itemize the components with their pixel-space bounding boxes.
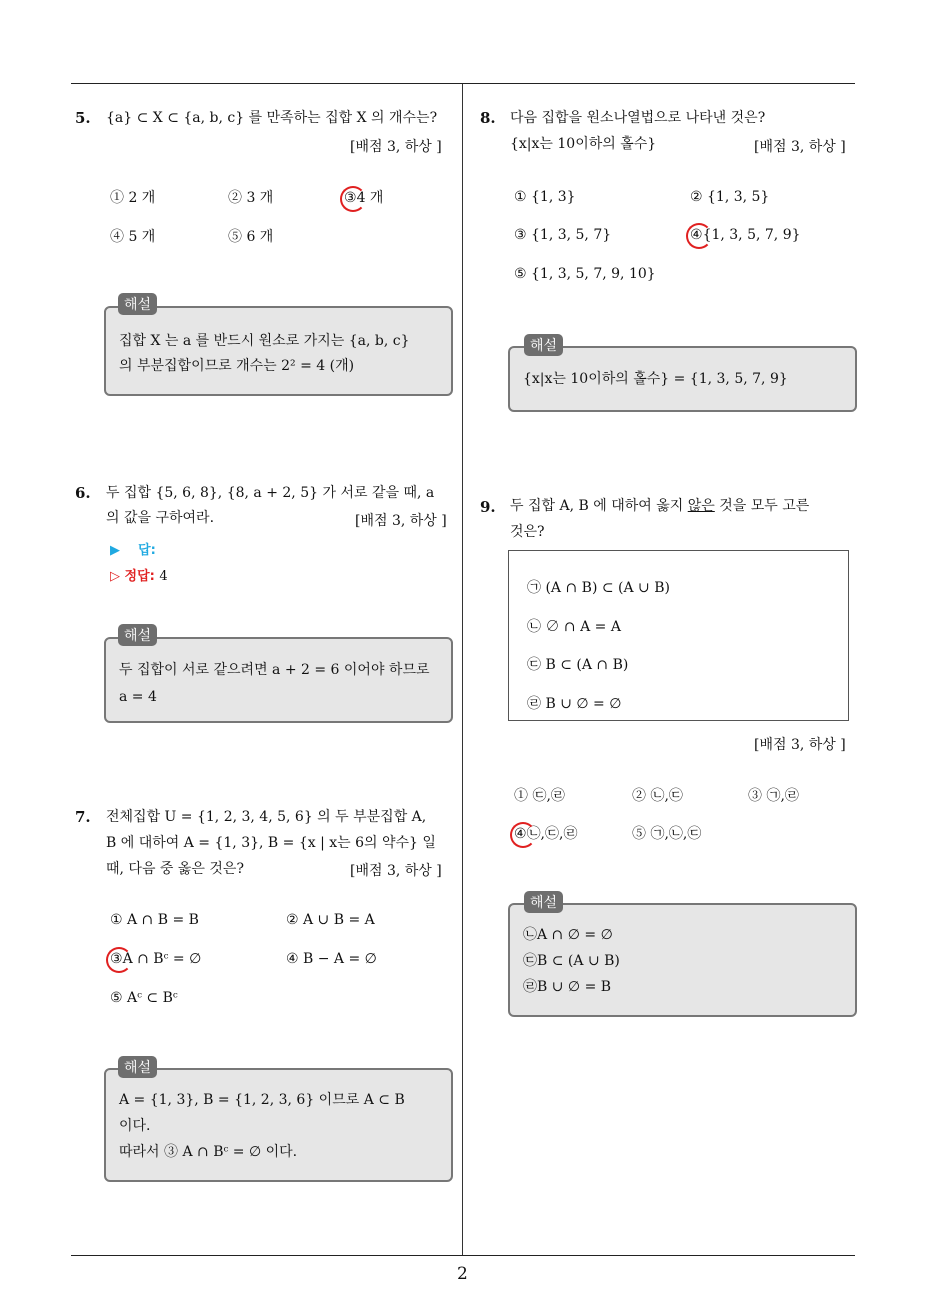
q6-correct-row [110, 565, 168, 584]
q5-explanation-line-2: 의 부분집합이므로 개수는 2² = 4 (개) [119, 358, 355, 374]
q8-text-line-1: 다음 집합을 원소나열법으로 나타낸 것은? [510, 110, 766, 126]
q5-explanation-box [104, 306, 453, 396]
q8-option-4[interactable] [690, 227, 801, 243]
q8-explanation-label: 해설 [524, 334, 563, 356]
q8-number: 8. [480, 109, 496, 127]
q9-text-line-2: 것은? [510, 524, 545, 540]
q9-text-part-1: 두 집합 A, B 에 대하여 옳지 [510, 498, 688, 514]
q5-option-4[interactable]: ④ 5 개 [110, 229, 156, 245]
answer-circle-mark: ④ [514, 826, 527, 842]
q5-explanation-line-1: 집합 X 는 a 를 반드시 원소로 가지는 {a, b, c} [119, 333, 410, 349]
q7-explanation-line-2: 이다. [119, 1118, 151, 1134]
q9-statement-4: ㉣ B ∪ ∅ = ∅ [527, 696, 622, 712]
q7-text-line-2: B 에 대하여 A = {1, 3}, B = {x | x는 6의 약수} 일 [106, 835, 436, 851]
q6-text-line-1: 두 집합 {5, 6, 8}, {8, a + 2, 5} 가 서로 같을 때, a [106, 485, 435, 501]
q9-number: 9. [480, 498, 496, 516]
q9-statement-1: ㉠ (A ∩ B) ⊂ (A ∪ B) [527, 580, 670, 596]
q6-number: 6. [75, 484, 91, 502]
bottom-rule [71, 1255, 855, 1256]
q6-explanation-line-2: a = 4 [119, 689, 157, 705]
q9-meta: [배점 3, 하상 ] [754, 737, 846, 753]
outline-play-icon: ▷ [110, 569, 120, 584]
q5-meta: [배점 3, 하상 ] [350, 139, 442, 155]
q5-option-3-text: 4 개 [356, 190, 384, 206]
q9-text-line-1 [510, 494, 809, 519]
q9-explanation-label: 해설 [524, 891, 563, 913]
play-icon: ▶ [110, 543, 120, 558]
q7-explanation-box [104, 1068, 453, 1182]
q7-text-line-1: 전체집합 U = {1, 2, 3, 4, 5, 6} 의 두 부분집합 A, [106, 809, 427, 825]
q7-meta: [배점 3, 하상 ] [350, 863, 442, 879]
q6-explanation-box [104, 637, 453, 723]
q7-option-4[interactable]: ④ B − A = ∅ [286, 951, 377, 967]
q8-text-line-2: {x|x는 10이하의 홀수} [510, 136, 657, 152]
q9-statement-frame [508, 550, 849, 721]
q7-explanation-line-1: A = {1, 3}, B = {1, 2, 3, 6} 이므로 A ⊂ B [119, 1092, 405, 1108]
q6-correct-value: 4 [159, 569, 168, 584]
q7-option-2[interactable]: ② A ∪ B = A [286, 912, 375, 928]
q6-correct-label: 정답: [124, 569, 155, 584]
column-divider [462, 84, 463, 1256]
q9-statement-2: ㉡ ∅ ∩ A = A [527, 619, 621, 635]
q8-option-4-text: {1, 3, 5, 7, 9} [702, 227, 801, 243]
q6-answer-row [110, 539, 156, 558]
answer-circle-mark: ③ [344, 190, 357, 206]
q5-option-3[interactable] [344, 187, 383, 207]
q9-statement-3: ㉢ B ⊂ (A ∩ B) [527, 657, 629, 673]
q6-meta: [배점 3, 하상 ] [355, 513, 447, 529]
q5-text: {a} ⊂ X ⊂ {a, b, c} 를 만족하는 집합 X 의 개수는? [106, 110, 438, 126]
q7-option-3-text: A ∩ Bᶜ = ∅ [122, 951, 202, 967]
answer-circle-mark: ③ [110, 951, 123, 967]
q5-number: 5. [75, 109, 91, 127]
q9-explanation-line-2: ㉢B ⊂ (A ∪ B) [523, 953, 620, 969]
q5-option-5[interactable]: ⑤ 6 개 [228, 229, 274, 245]
page-number: 2 [457, 1264, 468, 1284]
q9-text-part-3: 것을 모두 고른 [714, 498, 810, 514]
q9-text-underlined: 않은 [687, 498, 715, 514]
q9-explanation-box [508, 903, 857, 1017]
q9-option-4-text: ㉡,㉢,㉣ [526, 826, 578, 842]
q9-option-1[interactable]: ① ㉢,㉣ [514, 788, 565, 804]
top-rule [71, 83, 855, 84]
q7-explanation-label: 해설 [118, 1056, 157, 1078]
q5-option-1[interactable]: ① 2 개 [110, 190, 156, 206]
q7-option-1[interactable]: ① A ∩ B = B [110, 912, 199, 928]
q7-option-5[interactable]: ⑤ Aᶜ ⊂ Bᶜ [110, 990, 178, 1006]
q6-answer-label: 답: [138, 543, 156, 558]
q9-option-4[interactable] [514, 823, 577, 843]
q8-option-2[interactable]: ② {1, 3, 5} [690, 189, 770, 205]
q5-explanation-label: 해설 [118, 293, 157, 315]
q8-explanation-line-1: {x|x는 10이하의 홀수} = {1, 3, 5, 7, 9} [523, 371, 788, 387]
q8-option-5[interactable]: ⑤ {1, 3, 5, 7, 9, 10} [514, 266, 656, 282]
q9-explanation-line-3: ㉣B ∪ ∅ = B [523, 979, 612, 995]
q7-option-3[interactable] [110, 951, 201, 967]
q6-explanation-line-1: 두 집합이 서로 같으려면 a + 2 = 6 이어야 하므로 [119, 662, 430, 678]
q5-option-2[interactable]: ② 3 개 [228, 190, 274, 206]
q9-explanation-line-1: ㉡A ∩ ∅ = ∅ [523, 927, 613, 943]
answer-circle-mark: ④ [690, 227, 703, 243]
q6-explanation-label: 해설 [118, 624, 157, 646]
q9-option-2[interactable]: ② ㉡,㉢ [632, 788, 683, 804]
q8-option-3[interactable]: ③ {1, 3, 5, 7} [514, 227, 612, 243]
q7-text-line-3: 때, 다음 중 옳은 것은? [106, 861, 244, 877]
q7-explanation-line-3: 따라서 ③ A ∩ Bᶜ = ∅ 이다. [119, 1144, 298, 1160]
q9-option-5[interactable]: ⑤ ㉠,㉡,㉢ [632, 826, 702, 842]
q8-meta: [배점 3, 하상 ] [754, 139, 846, 155]
q8-option-1[interactable]: ① {1, 3} [514, 189, 576, 205]
q7-number: 7. [75, 808, 91, 826]
q8-explanation-box [508, 346, 857, 412]
q6-text-line-2: 의 값을 구하여라. [106, 510, 215, 526]
q9-option-3[interactable]: ③ ㉠,㉣ [748, 788, 799, 804]
